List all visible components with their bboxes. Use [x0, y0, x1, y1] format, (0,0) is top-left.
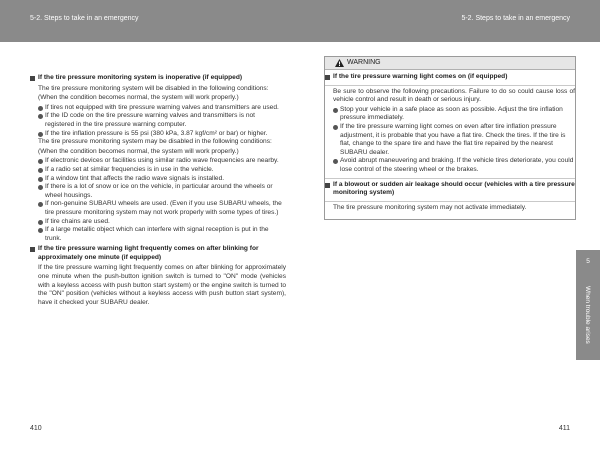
warning-header: [325, 57, 575, 70]
list-item: If there is a lot of snow or ice on the vehicle, in particular around the wheels or wheel housings.: [38, 183, 286, 200]
paragraph: (When the condition becomes normal, the system will work properly.): [38, 94, 239, 102]
divider: [325, 201, 575, 202]
divider: [325, 85, 575, 86]
bullet-list: [325, 106, 575, 175]
paragraph: The tire pressure monitoring system may not activate immediately.: [333, 203, 527, 211]
left-column: [30, 72, 286, 308]
section-title-blowout: If a blowout or sudden air leakage should occur (vehicles with a tire pressure monitoring system): [325, 181, 575, 198]
list-item: If a radio set at similar frequencies is in use in the vehicle.: [38, 166, 286, 175]
section-title-warning-light-on: If the tire pressure warning light comes on (if equipped): [325, 73, 575, 82]
section-title-tpms-inoperative: If the tire pressure monitoring system is inoperative (if equipped): [30, 74, 286, 83]
chapter-number: 5: [586, 258, 590, 265]
header-title-left: 5-2. Steps to take in an emergency: [30, 15, 139, 22]
list-item: If the ID code on the tire pressure warning valves and transmitters is not registered in the tire pressure warning computer.: [38, 112, 286, 129]
paragraph: The tire pressure monitoring system may be disabled in the following conditions:: [38, 138, 272, 146]
right-column: [324, 56, 576, 220]
page-header: [0, 0, 600, 42]
list-item: If tire chains are used.: [38, 218, 286, 227]
chapter-label: When trouble arises: [584, 286, 591, 344]
warning-label: WARNING: [347, 59, 381, 66]
list-item: If the tire pressure warning light comes on even after tire inflation pressure adjustment, it is probable that you have a flat tire. Check the tires. If the tire is flat, change to the spare tire and have the flat tire repaired by the nearest SUBARU dealer.: [333, 123, 575, 157]
list-item: Stop your vehicle in a safe place as soon as possible. Adjust the tire inflation pressure immediately.: [333, 106, 575, 123]
list-item: If electronic devices or facilities using similar radio wave frequencies are nearby.: [38, 157, 286, 166]
paragraph: (When the condition becomes normal, the system will work properly.): [38, 147, 239, 155]
section-title-warning-light-blinking: If the tire pressure warning light frequently comes on after blinking for approximately one minute (if equipped): [30, 245, 286, 262]
list-item: If a large metallic object which can interfere with signal reception is put in the trunk.: [38, 226, 286, 243]
list-item: If tires not equipped with tire pressure warning valves and transmitters are used.: [38, 104, 286, 113]
bullet-list: [30, 104, 286, 138]
header-title-right: 5-2. Steps to take in an emergency: [461, 15, 570, 22]
chapter-side-tab: [576, 250, 600, 360]
list-item: If the tire inflation pressure is 55 psi (380 kPa, 3.87 kgf/cm² or bar) or higher.: [38, 130, 286, 139]
paragraph: The tire pressure monitoring system will be disabled in the following conditions:: [38, 84, 269, 92]
warning-triangle-icon: [335, 59, 344, 71]
divider: [325, 178, 575, 179]
list-item: If a window tint that affects the radio wave signals is installed.: [38, 175, 286, 184]
bullet-list: [30, 157, 286, 243]
paragraph: If the tire pressure warning light frequently comes on after blinking for approximately one minute when the push-button ignition switch is turned to "ON" mode (vehicles with a keyless access with push button start system) or the engine switch is turned to the "ON" position (vehicles without a keyless access with push button start system), have it checked your SUBARU dealer.: [38, 264, 286, 306]
page-number-left: 410: [30, 425, 42, 432]
warning-body: [325, 73, 575, 212]
list-item: Avoid abrupt maneuvering and braking. If the vehicle tires deteriorate, you could lose control of the steering wheel or the brakes.: [333, 157, 575, 174]
page-number-right: 411: [558, 425, 570, 432]
warning-box: [324, 56, 576, 220]
paragraph: Be sure to observe the following precautions. Failure to do so could cause loss of vehicle control and result in death or serious injury.: [333, 87, 575, 104]
list-item: If non-genuine SUBARU wheels are used. (Even if you use SUBARU wheels, the tire pressure monitoring system may not work properly with some types of tires.): [38, 200, 286, 217]
